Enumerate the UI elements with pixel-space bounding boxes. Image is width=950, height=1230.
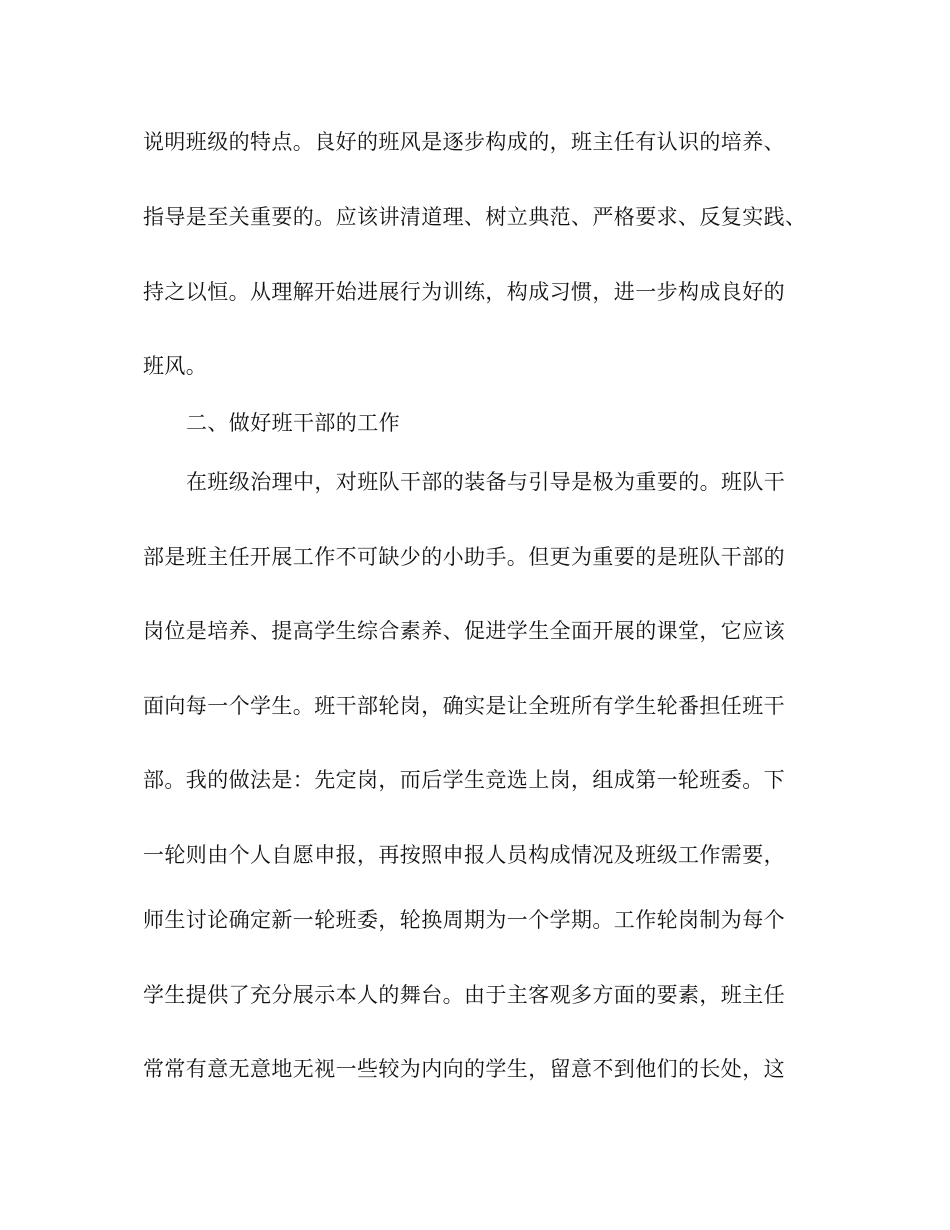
- paragraph-line: 学生提供了充分展示本人的舞台。由于主客观多方面的要素，班主任: [143, 983, 785, 1007]
- paragraph-line: 在班级治理中，对班队干部的装备与引导是极为重要的。班队干: [186, 470, 786, 494]
- paragraph-line: 面向每一个学生。班干部轮岗，确实是让全班所有学生轮番担任班干: [143, 694, 785, 718]
- paragraph-line: 常常有意无意地无视一些较为内向的学生，留意不到他们的长处，这: [143, 1057, 785, 1081]
- paragraph-line: 班风。: [143, 354, 208, 378]
- section-heading: 二、做好班干部的工作: [186, 411, 400, 435]
- paragraph-line: 部是班主任开展工作不可缺少的小助手。但更为重要的是班队干部的: [143, 545, 785, 569]
- paragraph-line: 说明班级的特点。良好的班风是逐步构成的，班主任有认识的培养、: [143, 130, 785, 154]
- paragraph-line: 指导是至关重要的。应该讲清道理、树立典范、严格要求、反复实践、: [143, 205, 807, 229]
- paragraph-line: 师生讨论确定新一轮班委，轮换周期为一个学期。工作轮岗制为每个: [143, 908, 785, 932]
- paragraph-line: 岗位是培养、提高学生综合素养、促进学生全面开展的课堂，它应该: [143, 619, 785, 643]
- paragraph-line: 部。我的做法是：先定岗，而后学生竞选上岗，组成第一轮班委。下: [143, 768, 785, 792]
- paragraph-line: 持之以恒。从理解开始进展行为训练，构成习惯，进一步构成良好的: [143, 280, 785, 304]
- paragraph-line: 一轮则由个人自愿申报，再按照申报人员构成情况及班级工作需要，: [143, 843, 785, 867]
